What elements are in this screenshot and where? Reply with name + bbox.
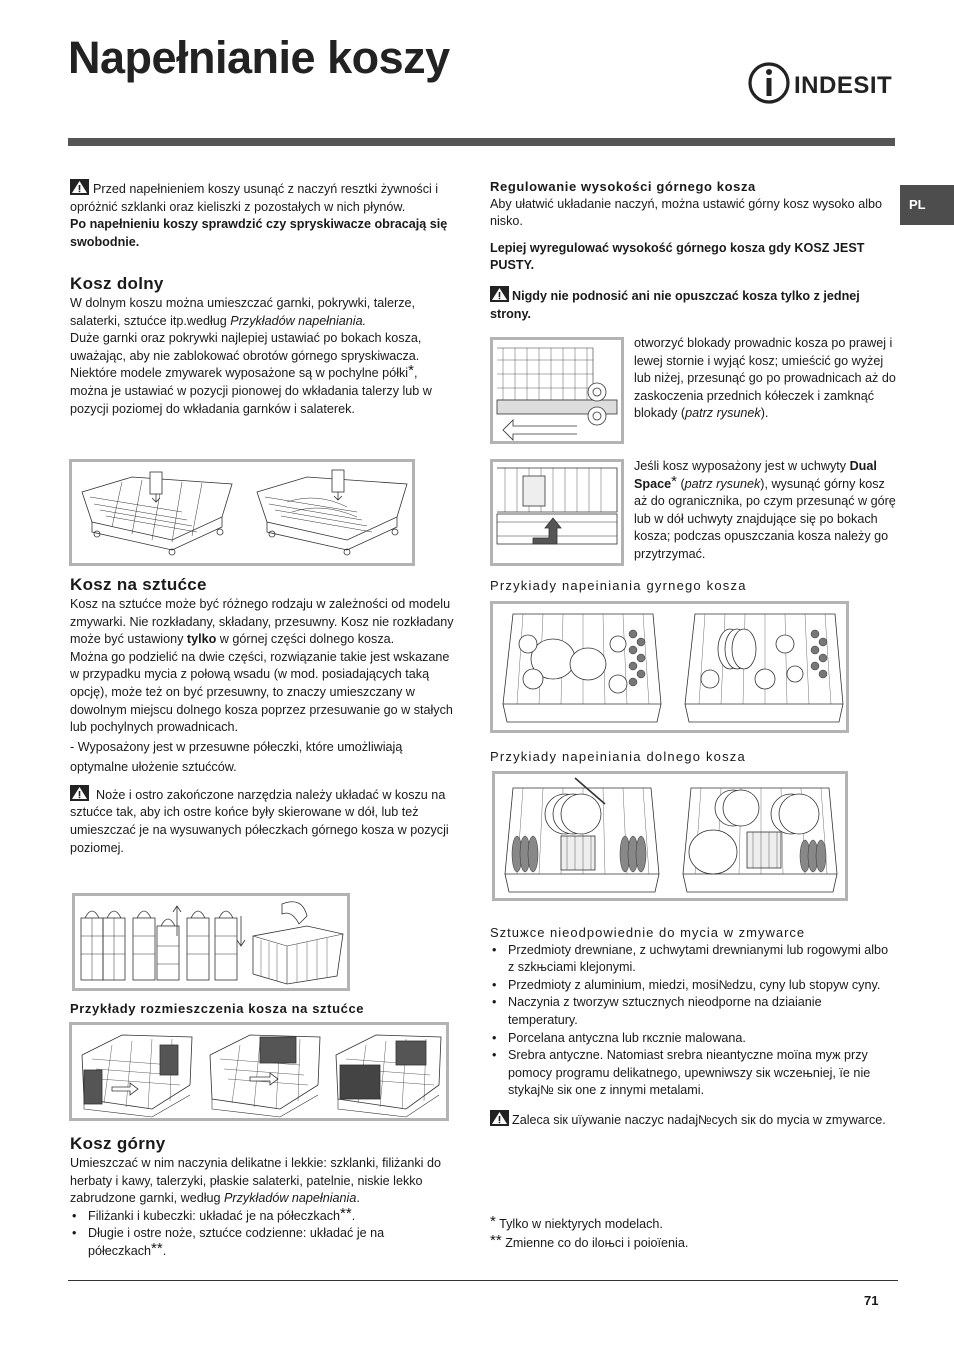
upper-basket-section [70,1133,462,1261]
cutlery-text-3: - Wyposażony jest w przesuwne półeczki, które umożliwiają optymalne ułożenie sztućców. [70,739,403,774]
dual-space-ref: patrz rysunek [684,476,761,491]
footnote-mark: * [490,1213,496,1230]
lower-examples-caption-block [490,748,890,766]
height-adjust-bold-note: Lepiej wyregulować wysokość górnego kosza gdy KOSZ JEST PUSTY. [490,240,865,273]
cutlery-basket-section [70,574,458,857]
footnote-mark: * [408,362,414,380]
footnotes [490,1213,890,1252]
lower-basket-examples-figure [492,771,848,901]
height-adjust-warning-text: Nigdy nie podnosić ani nie opuszczać kosza tylko z jednej strony. [490,288,860,321]
upper-basket-examples-figure [490,601,849,733]
page-title: Napełnianie koszy [68,32,450,83]
upper-basket-heading: Kosz górny [70,1134,166,1153]
footnote-mark: ** [340,1204,352,1222]
rail-lock-text-end: ). [760,406,769,421]
warning-icon [70,179,89,195]
cutlery-caption: Przykłady rozmieszczenia kosza na sztućce [70,1001,365,1016]
unsuitable-heading: Sztuжce nieodpowiednie do mycia w zmywarce [490,925,806,940]
warning-icon [70,785,89,801]
upper-basket-list [70,1204,462,1261]
list-item-end: . [162,1243,167,1258]
warning-icon [490,1110,509,1126]
dual-space-text-c: ), wysunąć górny kosz aż do ogranicznika, po czym przesunąć w górę lub w dół uchwyty znajdujące się po bokach kosza; podczas opuszczania kosza należy go przytrzymać. [634,476,896,561]
upper-basket-ref: Przykładów napełniania [224,1191,357,1206]
list-item: • Przedmioty drewniane, z uchwytami drewnianymi lub rogowymi albo z szkњciami klejonymi. [490,942,890,977]
footnote-text: Zmienne co do iloњci i poioїenia. [505,1235,689,1250]
lower-basket-ref: Przykładów napełniania. [230,313,367,328]
height-adjust-section [490,178,890,323]
list-item-end: . [351,1208,356,1223]
footnote-text: Tylko w niektyrych modelach. [499,1217,663,1231]
intro-block [70,179,448,251]
dual-space-text: Jeśli kosz wyposażony jest w uchwyty [634,459,850,473]
upper-examples-caption-block [490,577,890,595]
intro-warning-text: Przed napełnieniem koszy usunąć z naczyń resztki żywności i opróżnić szklanki oraz kieliszki z pozostałych w nich płynów. [70,182,439,214]
indesit-logo [748,60,900,106]
unsuitable-warning-text: Zaleca siк uїywanie naczyc nadaj№cych siк do mycia w zmywarce. [512,1112,886,1127]
rail-lock-ref: patrz rysunek [685,406,761,421]
height-adjust-heading: Regulowanie wysokości górnego kosza [490,179,756,194]
lower-basket-section [70,273,458,418]
language-tab[interactable]: PL [900,185,954,225]
dual-space-figure [490,459,624,566]
list-item [70,1204,462,1226]
footnote-mark: * [671,472,677,490]
footnote-mark: ** [151,1239,163,1257]
brand-name: INDESIT [794,72,893,99]
list-item: • Naczynia z tworzyw sztucznych nieodporne na dziaianie temperatury. [490,994,890,1029]
list-item-text: Filiżanki i kubeczki: układać je na półeczkach [88,1208,340,1223]
dual-space-label: Dual Space [634,459,877,491]
list-item: • Srebra antyczne. Natomiast srebra nieantyczne moїna myж przy pomocy programu delikatnego, upewniwszy siк wczeњniej, їe nie stykaj№ siк one z innymi metalami. [490,1047,890,1100]
list-item [70,1225,462,1260]
cutlery-warning-text: Noże i ostro zakończone narzędzia należy układać w koszu na sztućce tak, aby ich ostre końce były skierowane w dół, lub też umieszczać je na wysuwanych półeczkach górnego kosza w pozycji poziomej. [70,787,449,855]
cutlery-placement-figure [69,1022,449,1121]
rail-lock-text: otworzyć blokady prowadnic kosza po prawej i lewej stornie i wyjąć kosz; umieścić go wyżej lub niżej, przesunąć go po prowadnicach aż do zaskoczenia przednich kółeczek i zamknąć blokady ( [634,336,896,421]
upper-examples-caption: Przykiady napeiniania gyrnego kosza [490,578,747,593]
upper-basket-text-end: . [356,1191,360,1206]
unsuitable-list [490,942,890,1100]
height-adjust-text: Aby ułatwić układanie naczyń, można ustawić górny kosz wysoko albo nisko. [490,196,882,229]
unsuitable-section [490,924,890,1130]
cutlery-caption-block [70,1000,458,1018]
dual-space-text-block [634,458,898,564]
cutlery-basket-heading: Kosz na sztućce [70,575,207,594]
list-item: • Porcelana antyczna lub rкcznie malowana. [490,1030,890,1048]
lower-examples-caption: Przykiady napeiniania dolnego kosza [490,749,746,764]
list-item-text: Długie i ostre noże, sztućce codzienne: układać je na półeczkach [88,1226,385,1258]
cutlery-text-bold: tylko [186,632,217,647]
footnote-mark: ** [490,1231,502,1249]
lower-basket-figure [69,459,415,566]
upper-basket-text: Umieszczać w nim naczynia delikatne i lekkie: szklanki, filiżanki do herbaty i kawy, talerzyki, płaskie salaterki, patelnie, niskie lekko zabrudzone garnki, według [70,1156,441,1206]
footer-rule [68,1280,898,1281]
list-item: • Przedmioty z aluminium, miedzi, mosi№dzu, cyny lub stopyw cyny. [490,977,890,995]
dual-space-text-b: ( [676,476,685,491]
lower-basket-text-2: Duże garnki oraz pokrywki najlepiej ustawiać po bokach kosza, uważając, aby nie zablokować obrotów górnego spryskiwacza. [70,331,422,363]
lower-basket-heading: Kosz dolny [70,274,164,293]
cutlery-text-end: w górnej części dolnego kosza. [216,632,395,647]
rail-lock-text-block [634,335,898,423]
intro-bold-note: Po napełnieniu koszy sprawdzić czy spryskiwacze obracają się swobodnie. [70,217,448,249]
lower-basket-text: W dolnym koszu można umieszczać garnki, pokrywki, talerze, salaterki, sztućce itp.według [70,296,416,328]
lower-basket-text-3: Niektóre modele zmywarek wyposażone są w pochylne półki [70,366,409,381]
cutlery-text-2: Można go podzielić na dwie części, rozwiązanie takie jest wskazane w przypadku mycia z połową wsadu (w mod. posiadających taką opcję), może też on być przesuwny, to znaczy umieszczany w dowolnym miejscu dolnego kosza poprzez przesuwanie go w stałych lub pochylnych prowadnicach. [70,649,453,735]
page-number: 71 [864,1293,879,1308]
cutlery-basket-figure [72,893,350,991]
warning-icon [490,286,509,302]
lower-basket-text-3b: , można je ustawiać w pozycji pionowej do wkładania talerzy lub w pozycji poziomej do wkładania garnków i salaterek. [70,366,432,416]
header-rule [68,138,895,146]
rail-lock-figure [490,337,624,444]
cutlery-text: Kosz na sztućce może być różnego rodzaju w zależności od modelu zmywarki. Nie rozkładany, składany, przesuwny. Kosz nie rozkładany może być ustawiony [70,597,454,647]
